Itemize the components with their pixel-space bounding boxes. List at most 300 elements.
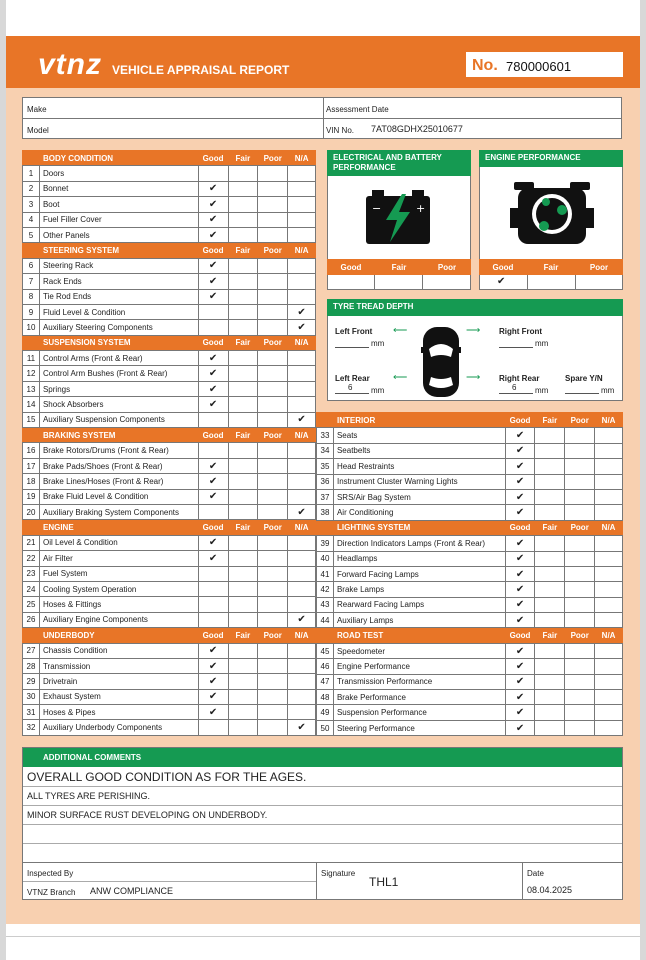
rating-check: ✔ [505,674,535,689]
rating-check: ✔ [198,274,228,289]
rating-cell [228,320,258,335]
checklist-row [317,659,623,674]
item-label: Rack Ends [39,274,198,289]
rating-cell [228,166,258,181]
rating-cell [565,720,595,735]
column-good: Good [505,413,535,428]
column-na: N/A [595,520,623,535]
checklist-row [317,428,623,443]
item-label: Steering Performance [333,720,505,735]
rating-check: ✔ [198,381,228,396]
car-top-view-icon [421,325,461,404]
rating-check: ✔ [198,643,228,658]
column-good: Good [198,520,228,535]
item-label: Seats [333,428,505,443]
left-rear-value: 6 [348,383,353,392]
rating-cell [258,412,288,427]
rating-cell [288,274,316,289]
rating-cell [595,582,623,597]
rating-check: ✔ [505,459,535,474]
rating-cell [595,474,623,489]
rating-cell [288,227,316,242]
rating-cell [228,197,258,212]
item-number: 48 [317,690,334,705]
checklist-row [23,674,316,689]
inspected-by-label: Inspected By [27,869,74,878]
rating-cell [535,690,565,705]
item-number: 9 [23,304,40,319]
rating-cell [288,366,316,381]
item-number: 34 [317,443,334,458]
rating-check: ✔ [505,613,535,628]
checklist-row [23,289,316,304]
column-poor: Poor [258,151,288,166]
item-number: 47 [317,674,334,689]
rating-cell [228,443,258,458]
item-number: 17 [23,458,40,473]
rating-cell [228,597,258,612]
section-header [317,520,623,535]
arrow-right-icon: ⟶ [466,325,481,336]
checklist-row [23,166,316,181]
rating-cell [198,504,228,519]
item-label: Boot [39,197,198,212]
item-label: Fluid Level & Condition [39,304,198,319]
rating-cell [258,689,288,704]
rating-check: ✔ [198,474,228,489]
rating-check: ✔ [198,551,228,566]
rating-cell [595,489,623,504]
column-fair: Fair [535,413,565,428]
section-header [23,151,316,166]
rating-cell [228,397,258,412]
rating-cell [198,581,228,596]
checklist-row [317,551,623,566]
item-number: 22 [23,551,40,566]
rating-check: ✔ [505,474,535,489]
item-label: Chassis Condition [39,643,198,658]
item-number: 5 [23,227,40,242]
checklist-row [23,181,316,196]
column-fair: Fair [228,628,258,643]
item-label: Brake Fluid Level & Condition [39,489,198,504]
item-label: Doors [39,166,198,181]
item-number: 35 [317,459,334,474]
column-na: N/A [288,335,316,350]
checklist-row [23,443,316,458]
item-number: 8 [23,289,40,304]
item-label: Auxiliary Steering Components [39,320,198,335]
rating-cell [595,443,623,458]
rating-cell [535,443,565,458]
column-na: N/A [595,628,623,643]
rating-cell [535,566,565,581]
rating-cell [258,304,288,319]
rating-cell [258,705,288,720]
rating-check: ✔ [505,690,535,705]
rating-cell [565,566,595,581]
additional-comments-box [22,747,623,900]
rating-cell [228,658,258,673]
rating-cell [595,566,623,581]
rating-cell [198,166,228,181]
rating-cell [198,566,228,581]
section-title: BRAKING SYSTEM [23,428,199,443]
rating-check: ✔ [198,705,228,720]
item-label: Brake Rotors/Drums (Front & Rear) [39,443,198,458]
item-label: Brake Lamps [333,582,505,597]
rating-cell [595,705,623,720]
rating-cell [595,428,623,443]
left-front-label: Left Front [335,327,373,336]
rating-cell [228,412,258,427]
section-title: STEERING SYSTEM [23,243,199,258]
rating-cell [258,489,288,504]
rating-cell [258,212,288,227]
rating-cell [595,613,623,628]
checklist-row [317,674,623,689]
item-number: 11 [23,351,40,366]
item-number: 20 [23,504,40,519]
section-header [317,413,623,428]
rating-cell [258,258,288,273]
rating-check: ✔ [505,551,535,566]
column-good: Good [198,243,228,258]
rating-cell [228,705,258,720]
item-label: Fuel Filler Cover [39,212,198,227]
vin-label: VIN No. [326,126,355,135]
rating-check: ✔ [505,582,535,597]
item-number: 21 [23,535,40,550]
item-number: 3 [23,197,40,212]
item-number: 10 [23,320,40,335]
column-poor: Poor [258,428,288,443]
rating-cell [258,166,288,181]
section-title: LIGHTING SYSTEM [317,520,506,535]
item-label: Direction Indicators Lamps (Front & Rear) [333,536,505,551]
checklist-row [23,197,316,212]
rating-cell [565,705,595,720]
checklist-row [23,304,316,319]
rating-cell [565,489,595,504]
rating-check: ✔ [198,181,228,196]
rating-cell [228,674,258,689]
column-good: Good [198,628,228,643]
checklist-row [23,581,316,596]
rating-cell [258,535,288,550]
item-number: 38 [317,505,334,520]
rating-check: ✔ [505,720,535,735]
rating-cell [228,274,258,289]
item-number: 14 [23,397,40,412]
section-header [23,335,316,350]
make-label: Make [27,105,47,114]
item-number: 1 [23,166,40,181]
item-number: 23 [23,566,40,581]
rating-check: ✔ [198,458,228,473]
rating-cell [288,258,316,273]
right-rear-label: Right Rear [499,374,540,383]
item-label: Forward Facing Lamps [333,566,505,581]
rating-check: ✔ [505,443,535,458]
rating-cell [595,551,623,566]
rating-cell [288,458,316,473]
item-number: 18 [23,474,40,489]
item-label: Steering Rack [39,258,198,273]
rating-check: ✔ [198,258,228,273]
item-label: Rearward Facing Lamps [333,597,505,612]
item-number: 15 [23,412,40,427]
item-label: Tie Rod Ends [39,289,198,304]
item-label: Auxiliary Underbody Components [39,720,198,735]
checklist-row [23,689,316,704]
rating-cell [595,536,623,551]
item-number: 6 [23,258,40,273]
rating-cell [198,304,228,319]
rating-cell [535,459,565,474]
item-label: Headlamps [333,551,505,566]
item-label: Brake Lines/Hoses (Front & Rear) [39,474,198,489]
rating-cell [228,212,258,227]
rating-cell [288,197,316,212]
item-number: 2 [23,181,40,196]
column-good: Good [198,428,228,443]
rating-cell [565,474,595,489]
item-label: Transmission Performance [333,674,505,689]
item-number: 45 [317,643,334,658]
rating-cell [228,551,258,566]
rating-cell [535,582,565,597]
right-margin [640,0,646,960]
rating-cell [535,597,565,612]
left-checklist [22,150,316,736]
item-label: Hoses & Pipes [39,705,198,720]
rating-cell [535,643,565,658]
section-header [317,628,623,643]
checklist-row [23,258,316,273]
rating-cell [595,659,623,674]
comment-line-2: ALL TYRES ARE PERISHING. [27,791,151,801]
rating-cell [288,397,316,412]
column-good: Good [198,151,228,166]
rating-check: ✔ [288,720,316,735]
checklist-row [23,274,316,289]
rating-check: ✔ [288,412,316,427]
item-label: Shock Absorbers [39,397,198,412]
engine-ratings-header: Good Fair Poor [479,259,623,275]
right-front-label: Right Front [499,327,543,336]
checklist-row [317,720,623,735]
column-good: Good [505,520,535,535]
checklist-row [23,412,316,427]
report-number-box [465,51,624,78]
rating-check: ✔ [198,658,228,673]
checklist-row [23,458,316,473]
rating-cell [258,366,288,381]
column-na: N/A [595,413,623,428]
item-number: 32 [23,720,40,735]
column-fair: Fair [228,335,258,350]
item-number: 43 [317,597,334,612]
rating-cell [535,474,565,489]
rating-cell [228,381,258,396]
rating-check: ✔ [288,612,316,627]
rating-cell [288,643,316,658]
item-label: Control Arm Bushes (Front & Rear) [39,366,198,381]
rating-cell [228,304,258,319]
item-label: Springs [39,381,198,396]
checklist-row [23,566,316,581]
comment-line-1: OVERALL GOOD CONDITION AS FOR THE AGES. [27,770,307,784]
assessment-date-label: Assessment Date [326,105,389,114]
date-label: Date [527,869,544,878]
report-number-label: No. [472,57,498,74]
rating-cell [228,181,258,196]
signature-value: THL1 [369,875,399,889]
item-label: Exhaust System [39,689,198,704]
rating-cell [535,674,565,689]
rating-cell [258,443,288,458]
rating-cell [228,458,258,473]
item-label: Bonnet [39,181,198,196]
column-na: N/A [288,243,316,258]
item-number: 39 [317,536,334,551]
item-label: Auxiliary Engine Components [39,612,198,627]
rating-cell [595,643,623,658]
item-number: 13 [23,381,40,396]
rating-cell [198,597,228,612]
column-good: Good [505,628,535,643]
column-fair: Fair [228,243,258,258]
electrical-title: ELECTRICAL AND BATTERY PERFORMANCE [327,150,471,176]
item-number: 50 [317,720,334,735]
svg-text:−: − [372,202,382,215]
rating-check: ✔ [505,705,535,720]
comment-line-3: MINOR SURFACE RUST DEVELOPING ON UNDERBODY. [27,810,268,820]
rating-check: ✔ [198,289,228,304]
rating-cell [288,566,316,581]
item-label: Oil Level & Condition [39,535,198,550]
item-label: Auxiliary Lamps [333,613,505,628]
rating-cell [595,674,623,689]
column-poor: Poor [258,243,288,258]
column-good: Good [198,335,228,350]
checklist-row [23,489,316,504]
checklist-row [23,535,316,550]
item-label: Engine Performance [333,659,505,674]
rating-cell [228,351,258,366]
rating-cell [595,597,623,612]
rating-cell [228,258,258,273]
rating-cell [565,613,595,628]
appraisal-page: vtnz VEHICLE APPRAISAL REPORT No. 780000601 Make Model Assessment Date VIN No. 7AT08GDHX25010677 BODY CONDITION Good Fair Poor N/A 1 Doors 2 Bonnet ✔ 3 Boot ✔ 4 Fuel Filler Cover ✔ 5 Other Panels ✔ STEERING SYSTEM Good Fair Poor N/A 6 Steering Rack ✔ 7 Rack Ends ✔ 8 Tie Rod Ends ✔ 9 Fluid Level & Condition ✔ 10 Auxiliary Steering Components ✔ SUSPENSION SYSTEM Good Fair Poor N/A 11 Control Arms (Front & Rear) ✔ 12 Control Arm Bushes (Front & Rear) ✔ 13 Springs ✔ 14 Shock Absorbers ✔ 15 Auxiliary Suspension Components ✔ BRAKING SYSTEM Good Fair Poor N/A 16 Brake Rotors/Drums (Front & Rear) 17 Brake Pads/Shoes (Front & Rear) ✔ 18 Brake Lines/Hoses (Front & Rear) ✔ 19 Brake Fluid Level & Condition ✔ 20 Auxiliary Braking System Components ✔ ENGINE Good Fair Poor N/A 21 Oil Level & Condition ✔ 22 Air Filter ✔ 23 Fuel System 24 Cooling System Operation 25 Hoses & Fittings 26 Auxiliary Engine Components ✔ UNDERBODY Good Fair Poor N/A 27 Chassis Condition ✔ 28 Transmission ✔ 29 Drivetrain ✔ 30 Exhaust System ✔ 31 Hoses & Pipes ✔ 32 Auxiliary Underbody Components ✔ INTERIOR Good Fair Poor N/A 33 Seats ✔ 34 Seatbelts ✔ 35 Head Restraints ✔ 36 Instrument Cluster Warning Lights ✔ 37 SRS/Air Bag System ✔ 38 Air Conditioning ✔ LIGHTING SYSTEM Good Fair Poor N/A 39 Direction Indicators Lamps (Front & Rear) ✔ 40 Headlamps ✔ 41 Forward Facing Lamps ✔ 42 Brake Lamps ✔ 43 Rearward Facing Lamps ✔ 44 Auxiliary Lamps ✔ ROAD TEST Good Fair Poor N/A 45 Speedometer ✔ 46 Engine Performance ✔ 47 Transmission Performance ✔ 48 Brake Performance ✔ 49 Suspension Performance ✔ 50 Steering Performance ✔ ELECTRICAL AND BATTERY PERFORMANCE − + Good Fair Poor ENGINE PERFORMANCE Good Fair Poor ✔ TYRE TREAD DEPTH Left Front Right Front mm mm ⟵ ⟶ ⟵ ⟶ Left Rear Right Rear Spare Y/N 6 6 mm mm mm ADDITIONAL COMMENTS OVERALL GOOD CONDITION AS FOR THE AGES. ALL TYRES ARE PERISHING. MINOR SURFACE RUST DEVELOPING ON UNDERBODY. Inspected By VTNZ Branch ANW COMPLIANCE Signature THL1 Date 08.04.2025 [0,0,646,960]
rating-cell [228,366,258,381]
rating-cell [535,720,565,735]
spare-label: Spare Y/N [565,374,603,383]
rating-cell [565,659,595,674]
column-na: N/A [288,428,316,443]
section-title: INTERIOR [317,413,506,428]
rating-check: ✔ [505,643,535,658]
item-number: 30 [23,689,40,704]
rating-check: ✔ [505,489,535,504]
item-label: Control Arms (Front & Rear) [39,351,198,366]
rating-cell [565,459,595,474]
rating-cell [198,612,228,627]
svg-text:+: + [416,202,426,215]
right-checklist [316,412,623,736]
rating-cell [228,504,258,519]
right-rear-value: 6 [512,383,517,392]
rating-cell [228,535,258,550]
checklist-row [317,474,623,489]
item-label: Auxiliary Suspension Components [39,412,198,427]
section-title: ROAD TEST [317,628,506,643]
rating-cell [258,504,288,519]
rating-cell [288,658,316,673]
left-rear-label: Left Rear [335,374,370,383]
rating-cell [228,566,258,581]
rating-cell [228,489,258,504]
checklist-row [317,536,623,551]
rating-cell [258,581,288,596]
rating-cell [228,643,258,658]
item-number: 25 [23,597,40,612]
rating-cell [565,597,595,612]
rating-cell [565,582,595,597]
checklist-row [317,459,623,474]
rating-cell [288,443,316,458]
checklist-row [317,505,623,520]
rating-cell [288,212,316,227]
rating-cell [535,551,565,566]
rating-cell [288,474,316,489]
item-number: 37 [317,489,334,504]
vehicle-info-box [22,97,622,139]
item-number: 12 [23,366,40,381]
date-value: 08.04.2025 [527,885,573,895]
checklist-row [317,643,623,658]
rating-check: ✔ [198,212,228,227]
checklist-row [23,381,316,396]
report-title: VEHICLE APPRAISAL REPORT [112,63,290,77]
vin-value: 7AT08GDHX25010677 [371,124,463,134]
column-na: N/A [288,628,316,643]
checklist-row [23,474,316,489]
item-number: 31 [23,705,40,720]
battery-icon [364,188,432,251]
checklist-row [317,597,623,612]
item-label: Other Panels [39,227,198,242]
item-label: Brake Performance [333,690,505,705]
item-label: Air Filter [39,551,198,566]
rating-cell [228,581,258,596]
checklist-row [317,705,623,720]
column-fair: Fair [228,151,258,166]
column-fair: Fair [228,428,258,443]
rating-check: ✔ [505,536,535,551]
rating-cell [595,459,623,474]
section-header [23,520,316,535]
item-number: 19 [23,489,40,504]
rating-cell [258,274,288,289]
rating-cell [565,674,595,689]
checklist-row [23,320,316,335]
engine-icon [510,174,594,257]
item-number: 24 [23,581,40,596]
branch-label: VTNZ Branch [27,888,76,897]
rating-cell [228,227,258,242]
